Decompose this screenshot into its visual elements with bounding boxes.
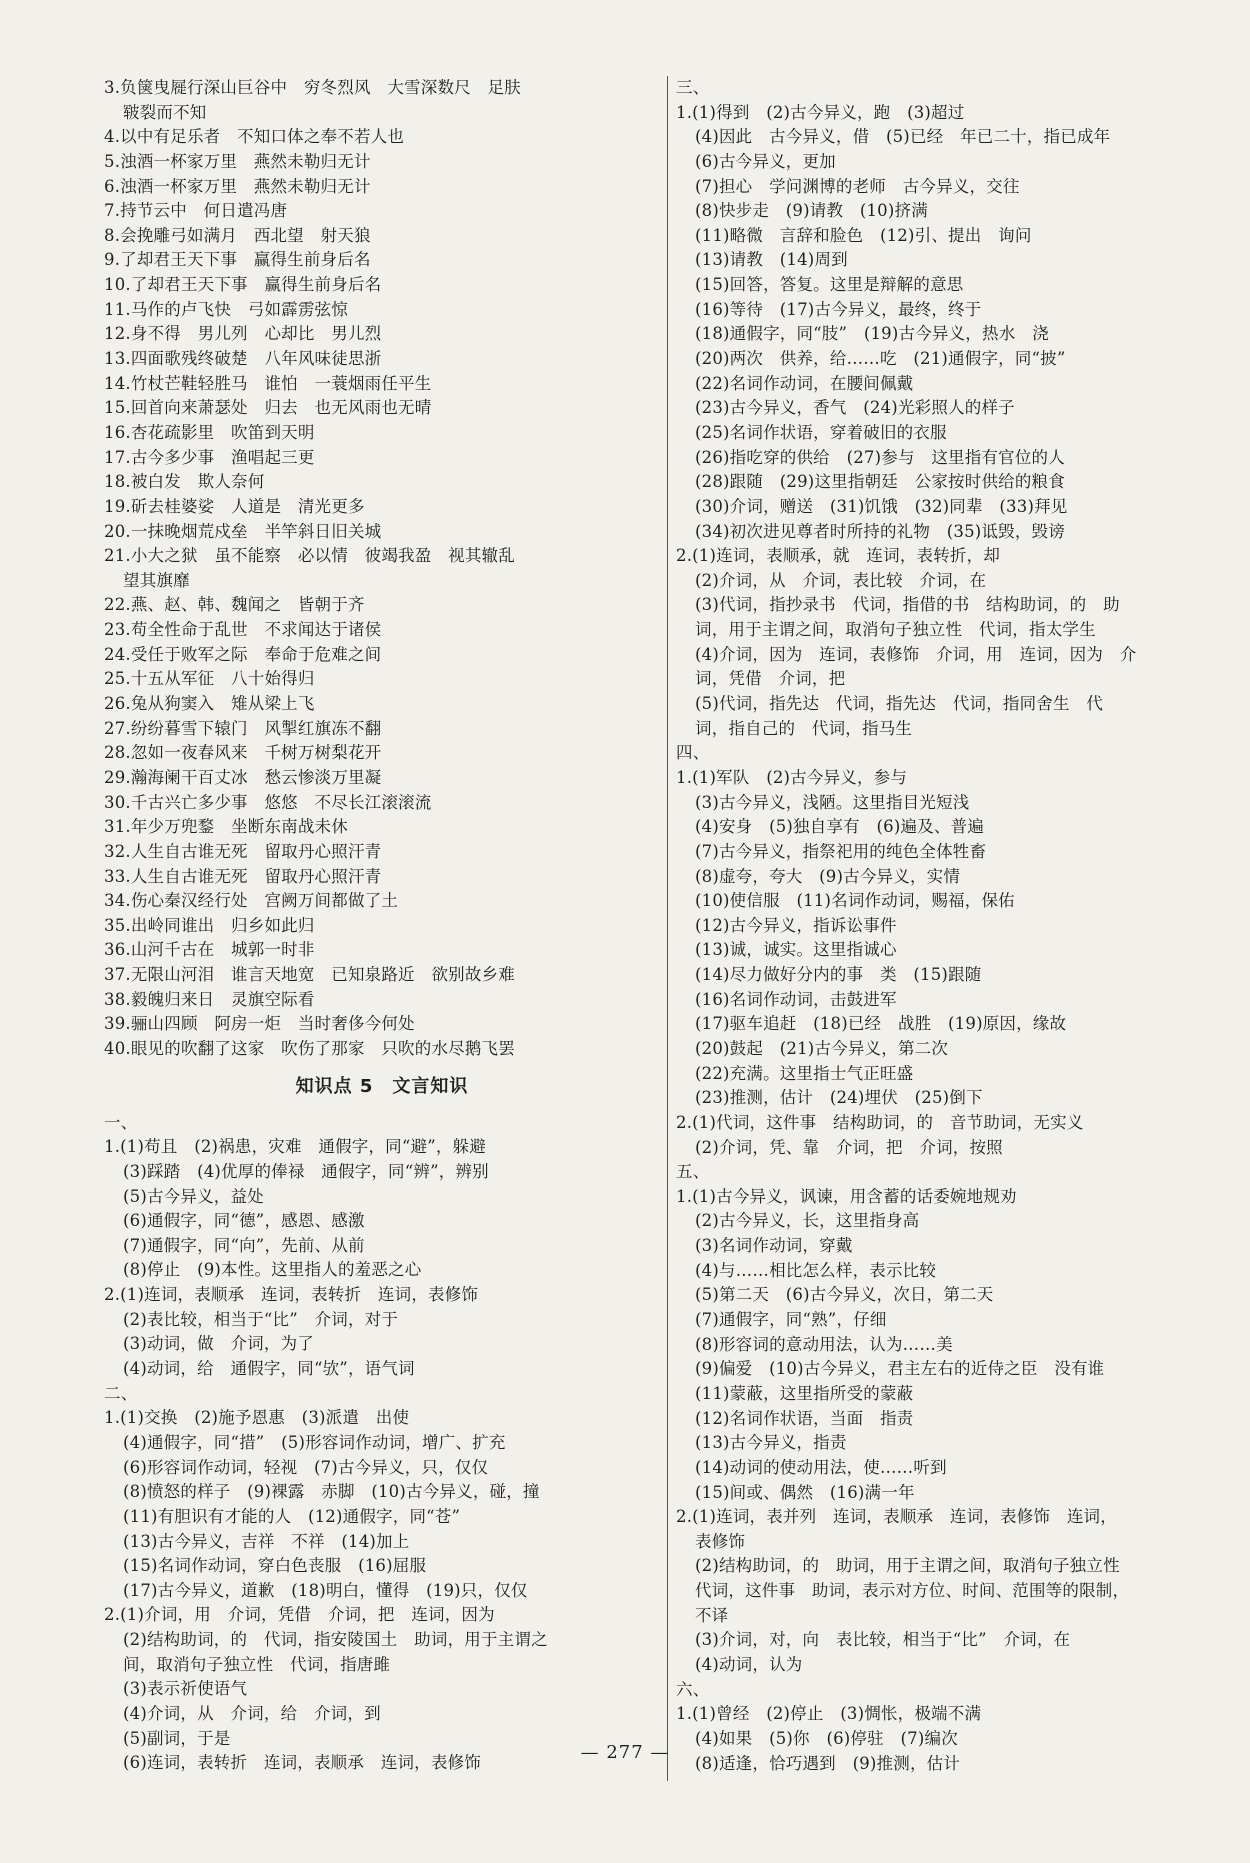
answer-line: (6)通假字，同“德”，感恩、感激 (123, 1211, 365, 1231)
answer-line: (15)间或、偶然 (16)满一年 (695, 1482, 915, 1502)
answer-line: 1.(1)曾经 (2)停止 (3)惆怅，极端不满 (676, 1704, 982, 1724)
answer-line: (7)古今异义，指祭祀用的纯色全体牲畜 (695, 841, 987, 861)
answer-line: (16)等待 (17)古今异义，最终，终于 (695, 299, 982, 319)
answer-line: (6)古今异义，更加 (695, 151, 836, 171)
answer-line: (15)回答，答复。这里是辩解的意思 (695, 275, 964, 295)
answer-line: (22)充满。这里指士气正旺盛 (695, 1063, 914, 1083)
answer-line: (5)副词，于是 (123, 1728, 231, 1748)
answer-line: (11)蒙蔽，这里指所受的蒙蔽 (695, 1383, 914, 1403)
answer-line: 32.人生自古谁无死 留取丹心照汗青 (104, 841, 382, 861)
answer-line: (2)介词，从 介词，表比较 介词，在 (695, 570, 987, 590)
answer-line: 1.(1)军队 (2)古今异义，参与 (676, 767, 908, 787)
answer-line: 40.眼见的吹翻了这家 吹伤了那家 只吹的水尽鹅飞罢 (104, 1038, 515, 1058)
answer-line: 一、 (104, 1112, 138, 1132)
answer-line: 23.苟全性命于乱世 不求闻达于诸侯 (104, 620, 382, 640)
answer-line: (4)与……相比怎么样，表示比较 (695, 1260, 937, 1280)
answer-line: 1.(1)苟且 (2)祸患，灾难 通假字，同“避”，躲避 (104, 1137, 486, 1157)
answer-line: 3.负箧曳屣行深山巨谷中 穷冬烈风 大雪深数尺 足肤 (104, 78, 521, 97)
answer-line: (13)古今异义，吉祥 不祥 (14)加上 (123, 1531, 410, 1551)
answer-line: 1.(1)古今异义，讽谏，用含蓄的话委婉地规劝 (676, 1186, 1017, 1206)
answer-line: 二、 (104, 1383, 138, 1403)
answer-line: (8)虚夸，夸大 (9)古今异义，实情 (695, 866, 961, 886)
answer-line: 30.千古兴亡多少事 悠悠 不尽长江滚滚流 (104, 792, 432, 812)
answer-line: 2.(1)连词，表并列 连词，表顺承 连词，表修饰 连词， (676, 1507, 1117, 1527)
answer-line: (12)古今异义，指诉讼事件 (695, 915, 897, 935)
answer-line: 10.了却君王天下事 赢得生前身后名 (104, 275, 382, 295)
answer-line: (4)安身 (5)独自享有 (6)遍及、普遍 (695, 817, 985, 837)
answer-line: (4)因此 古今异义，借 (5)已经 年已二十，指已成年 (695, 127, 1111, 147)
answer-line: (13)请教 (14)周到 (695, 250, 848, 270)
answer-line: (9)偏爱 (10)古今异义，君主左右的近侍之臣 没有谁 (695, 1359, 1105, 1379)
answer-line: (8)形容词的意动用法，认为……美 (695, 1334, 953, 1354)
answer-line: (16)名词作动词，击鼓进军 (695, 989, 897, 1009)
answer-line: (18)通假字，同“肢” (19)古今异义，热水 浇 (695, 324, 1049, 344)
answer-line: (20)两次 供养，给……吃 (21)通假字，同“披” (695, 349, 1066, 369)
answer-line: 6.浊酒一杯家万里 燕然未勒归无计 (104, 176, 371, 196)
answer-line: 28.忽如一夜春风来 千树万树梨花开 (104, 743, 382, 763)
answer-line: 望其旗靡 (123, 570, 190, 590)
answer-line: 29.瀚海阑干百丈冰 愁云惨淡万里凝 (104, 767, 382, 787)
answer-line: (3)动词，做 介词，为了 (123, 1334, 314, 1354)
answer-line: 间，取消句子独立性 代词，指唐雎 (123, 1654, 391, 1674)
answer-line: 34.伤心秦汉经行处 宫阙万间都做了土 (104, 891, 399, 911)
answer-line: 16.杏花疏影里 吹笛到天明 (104, 422, 315, 442)
answer-line: (14)尽力做好分内的事 类 (15)跟随 (695, 965, 982, 985)
answer-line: (13)古今异义，指责 (695, 1433, 847, 1453)
answer-line: (25)名词作状语，穿着破旧的衣服 (695, 422, 947, 442)
answer-line: 20.一抹晚烟荒戍垒 半竿斜日旧关城 (104, 521, 382, 541)
answer-line: (26)指吃穿的供给 (27)参与 这里指有官位的人 (695, 447, 1065, 467)
answer-line: (28)跟随 (29)这里指朝廷 公家按时供给的粮食 (695, 472, 1065, 492)
answer-line: (20)鼓起 (21)古今异义，第二次 (695, 1038, 949, 1058)
answer-line: (3)古今异义，浅陋。这里指目光短浅 (695, 792, 970, 812)
answer-line: 1.(1)交换 (2)施予恩惠 (3)派遣 出使 (104, 1408, 410, 1428)
answer-line: 9.了却君王天下事 赢得生前身后名 (104, 250, 371, 270)
answer-line: (4)通假字，同“措” (5)形容词作动词，增广、扩充 (123, 1432, 506, 1452)
answer-line: (4)动词，认为 (695, 1655, 803, 1674)
answer-line: (5)代词，指先达 代词，指先达 代词，指同舍生 代 (695, 694, 1104, 714)
answer-line: (2)古今异义，长，这里指身高 (695, 1211, 920, 1231)
answer-line: 词，用于主谓之间，取消句子独立性 代词，指太学生 (695, 620, 1096, 640)
answer-line: 31.年少万兜鍪 坐断东南战未休 (104, 817, 348, 837)
answer-line: 11.马作的卢飞快 弓如霹雳弦惊 (104, 299, 348, 319)
answer-line: 2.(1)介词，用 介词，凭借 介词，把 连词，因为 (104, 1605, 495, 1625)
answer-line: 27.纷纷暮雪下辕门 风掣红旗冻不翻 (104, 718, 382, 738)
left-column (104, 76, 660, 1776)
answer-line: (4)动词，给 通假字，同“欤”，语气词 (123, 1359, 415, 1379)
answer-line: 33.人生自古谁无死 留取丹心照汗青 (104, 866, 382, 886)
answer-line: 六、 (676, 1679, 710, 1699)
answer-line: (23)古今异义，香气 (24)光彩照人的样子 (695, 398, 1015, 418)
answer-line: 37.无限山河泪 谁言天地宽 已知泉路近 欲别故乡难 (104, 965, 515, 985)
answer-line: (3)名词作动词，穿戴 (695, 1236, 853, 1256)
right-column (676, 76, 1224, 1776)
answer-line: (7)通假字，同“熟”，仔细 (695, 1310, 887, 1330)
answer-line: 19.斫去桂婆娑 人道是 清光更多 (104, 496, 365, 516)
answer-line: 2.(1)连词，表顺承 连词，表转折 连词，表修饰 (104, 1285, 479, 1305)
answer-line: (5)古今异义，益处 (123, 1186, 264, 1206)
answer-line: (6)形容词作动词，轻视 (7)古今异义，只，仅仅 (123, 1457, 489, 1477)
answer-line: (4)介词，从 介词，给 介词，到 (123, 1704, 381, 1723)
answer-line: (2)结构助词，的 助词，用于主谓之间，取消句子独立性 (695, 1556, 1120, 1576)
answer-line: 39.骊山四顾 阿房一炬 当时奢侈今何处 (104, 1014, 415, 1034)
answer-line: 12.身不得 男儿列 心却比 男儿烈 (104, 324, 382, 344)
answer-line: 14.竹杖芒鞋轻胜马 谁怕 一蓑烟雨任平生 (104, 373, 432, 393)
answer-line: (5)第二天 (6)古今异义，次日，第二天 (695, 1285, 994, 1305)
answer-line: (4)如果 (5)你 (6)停驻 (7)编次 (695, 1728, 958, 1748)
answer-line: 36.山河千古在 城郭一时非 (104, 940, 315, 960)
answer-line: (13)诚，诚实。这里指诚心 (695, 940, 897, 960)
answer-line: 词，凭借 介词，把 (695, 669, 846, 689)
answer-line: (2)表比较，相当于“比” 介词，对于 (123, 1309, 399, 1329)
answer-line: (2)介词，凭、靠 介词，把 介词，按照 (695, 1137, 1003, 1157)
page-number: — 277 — (580, 1742, 670, 1763)
answer-line: (3)代词，指抄录书 代词，指借的书 结构助词，的 助 (695, 595, 1120, 615)
answer-line: (4)介词，因为 连词，表修饰 介词，用 连词，因为 介 (695, 644, 1137, 664)
answer-line: 26.兔从狗窦入 雉从梁上飞 (104, 694, 315, 714)
answer-line: 7.持节云中 何日遣冯唐 (104, 201, 288, 221)
answer-line: 8.会挽雕弓如满月 西北望 射天狼 (104, 225, 371, 245)
answer-line: 35.出岭同谁出 归乡如此归 (104, 915, 315, 935)
answer-line: 不译 (695, 1605, 729, 1625)
answer-line: (8)快步走 (9)请教 (10)挤满 (695, 201, 928, 221)
answer-line: 皲裂而不知 (123, 102, 207, 122)
answer-line: (7)通假字，同“向”，先前、从前 (123, 1235, 365, 1255)
answer-line: (17)驱车追赶 (18)已经 战胜 (19)原因，缘故 (695, 1014, 1067, 1034)
answer-line: (8)适逢，恰巧遇到 (9)推测，估计 (695, 1753, 961, 1773)
answer-line: 38.毅魄归来日 灵旗空际看 (104, 989, 315, 1009)
answer-line: (3)踩踏 (4)优厚的俸禄 通假字，同“辨”，辨别 (123, 1161, 489, 1181)
answer-line: 15.回首向来萧瑟处 归去 也无风雨也无晴 (104, 398, 432, 418)
answer-line: 22.燕、赵、韩、魏闻之 皆朝于齐 (104, 595, 365, 615)
answer-line: 五、 (676, 1162, 710, 1182)
answer-line: 2.(1)代词，这件事 结构助词，的 音节助词，无实义 (676, 1112, 1084, 1132)
answer-line: 四、 (676, 743, 710, 763)
answer-line: (6)连词，表转折 连词，表顺承 连词，表修饰 (123, 1753, 481, 1773)
answer-line: (12)名词作状语，当面 指责 (695, 1408, 914, 1428)
section-heading: 知识点 5 文言知识 (295, 1075, 469, 1097)
answer-line: (11)略微 言辞和脸色 (12)引、提出 询问 (695, 225, 1032, 245)
answer-line: 4.以中有足乐者 不知口体之奉不若人也 (104, 127, 405, 147)
answer-line: (17)古今异义，道歉 (18)明白，懂得 (19)只，仅仅 (123, 1580, 528, 1600)
answer-line: (34)初次进见尊者时所持的礼物 (35)诋毁，毁谤 (695, 521, 1065, 541)
answer-line: 2.(1)连词，表顺承，就 连词，表转折，却 (676, 546, 1001, 566)
answer-line: 表修饰 (695, 1531, 746, 1551)
answer-line: (3)表示祈使语气 (123, 1679, 248, 1699)
answer-line: 1.(1)得到 (2)古今异义，跑 (3)超过 (676, 102, 965, 122)
column-divider (667, 76, 668, 1781)
answer-line: (3)介词，对，向 表比较，相当于“比” 介词，在 (695, 1630, 1071, 1650)
answer-line: (14)动词的使动用法，使……听到 (695, 1457, 947, 1477)
answer-line: (8)愤怒的样子 (9)裸露 赤脚 (10)古今异义，碰，撞 (123, 1482, 540, 1502)
answer-line: 24.受任于败军之际 奉命于危难之间 (104, 644, 382, 664)
answer-line: 25.十五从军征 八十始得归 (104, 669, 315, 689)
answer-line: (10)使信服 (11)名词作动词，赐福，保佑 (695, 891, 1015, 911)
answer-line: (22)名词作动词，在腰间佩戴 (695, 373, 914, 393)
answer-line: (11)有胆识有才能的人 (12)通假字，同“苍” (123, 1506, 461, 1526)
answer-line: (15)名词作动词，穿白色丧服 (16)屈服 (123, 1556, 427, 1576)
answer-line: 代词，这件事 助词，表示对方位、时间、范围等的限制， (695, 1581, 1130, 1601)
answer-line: 18.被白发 欺人奈何 (104, 472, 265, 492)
answer-line: 词，指自己的 代词，指马生 (695, 718, 913, 738)
answer-line: 5.浊酒一杯家万里 燕然未勒归无计 (104, 151, 371, 171)
answer-line: (23)推测，估计 (24)埋伏 (25)倒下 (695, 1088, 983, 1108)
answer-line: 21.小大之狱 虽不能察 必以情 彼竭我盈 视其辙乱 (104, 546, 515, 566)
answer-line: (2)结构助词，的 代词，指安陵国土 助词，用于主谓之 (123, 1630, 548, 1650)
answer-line: (7)担心 学问渊博的老师 古今异义，交往 (695, 176, 1020, 196)
answer-line: (8)停止 (9)本性。这里指人的羞恶之心 (123, 1260, 422, 1280)
answer-line: 三、 (676, 78, 710, 97)
answer-line: 13.四面歌残终破楚 八年风味徒思浙 (104, 349, 382, 369)
answer-line: 17.古今多少事 渔唱起三更 (104, 447, 315, 467)
answer-line: (30)介词，赠送 (31)饥饿 (32)同辈 (33)拜见 (695, 496, 1068, 516)
